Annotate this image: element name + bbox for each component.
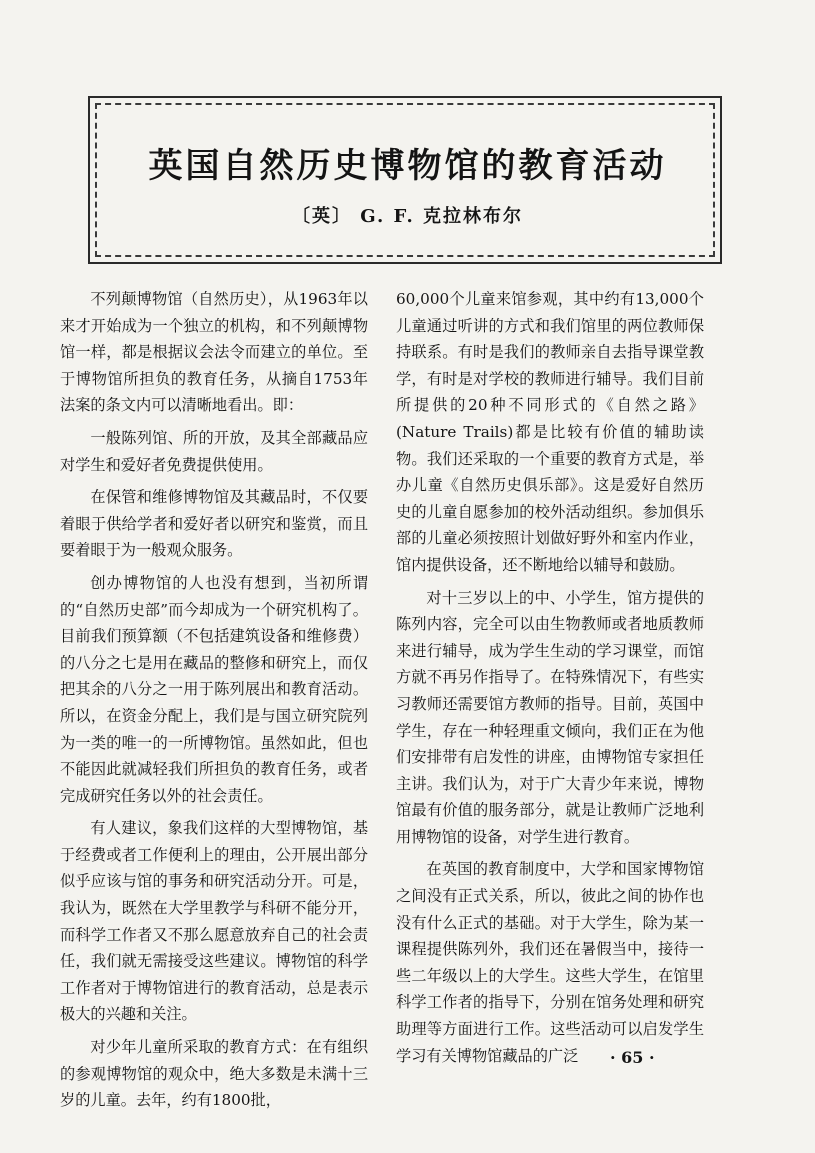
paragraph: 对少年儿童所采取的教育方式：在有组织的参观博物馆的观众中，绝大多数是未满十三岁的儿童。去年，约有1800批， [60, 1038, 368, 1110]
paragraph: 有人建议，象我们这样的大型博物馆，基于经费或者工作便利上的理由，公开展出部分似乎应该与馆的事务和研究活动分开。可是，我认为，既然在大学里教学与科研不能分开，而科学工作者又不那么愿意放弃自己的社会责任，我们就无需接受这些建议。博物馆的科学工作者对于博物馆进行的教育活动，总是表示极大的兴趣和关注。 [60, 819, 368, 1024]
paragraph: 在保管和维修博物馆及其藏品时，不仅要着眼于供给学者和爱好者以研究和鉴赏，而且要着眼于为一般观众服务。 [60, 488, 368, 560]
paragraph: 对十三岁以上的中、小学生，馆方提供的陈列内容，完全可以由生物教师或者地质教师来进行辅导，成为学生生动的学习课堂，而馆方就不再另作指导了。在特殊情况下，有些实习教师还需要馆方教师的指导。目前，英国中学生，存在一种轻理重文倾向，我们正在为他们安排带有启发性的讲座，由博物馆专家担任主讲。我们认为，对于广大青少年来说，博物馆最有价值的服务部分，就是让教师广泛地利用博物馆的设备，对学生进行教育。 [396, 588, 704, 846]
paragraph: 一般陈列馆、所的开放，及其全部藏品应对学生和爱好者免费提供使用。 [60, 428, 368, 474]
article-byline: 〔英〕 G. F. 克拉林布尔 [291, 206, 524, 227]
right-column [396, 286, 704, 1075]
paragraph: 创办博物馆的人也没有想到，当初所谓的“自然历史部”而今却成为一个研究机构了。目前我们预算额（不包括建筑设备和维修费）的八分之七是用在藏品的整修和研究上，而仅把其余的八分之一用于陈列展出和教育活动。所以，在资金分配上，我们是与国立研究院列为一类的唯一的一所博物馆。虽然如此，但也不能因此就减轻我们所担负的教育任务，或者完成研究任务以外的社会责任。 [60, 573, 368, 805]
left-column [60, 286, 368, 1120]
paragraph: 不列颠博物馆（自然历史），从1963年以来才开始成为一个独立的机构，和不列颠博物馆一样，都是根据议会法令而建立的单位。至于博物馆所担负的教育任务，从摘自1753年法案的条文内可以清晰地看出。即： [60, 290, 368, 415]
paragraph: 60,000个儿童来馆参观，其中约有13,000个儿童通过听讲的方式和我们馆里的两位教师保持联系。有时是我们的教师亲自去指导课堂教学，有时是对学校的教师进行辅导。我们目前所提供的20种不同形式的《自然之路》(Nature Trails)都是比较有价值的辅助读物。我们还采取的一个重要的教育方式是，举办儿童《自然历史俱乐部》。这是爱好自然历史的儿童自愿参加的校外活动组织。参加俱乐部的儿童必须按照计划做好野外和室内作业，馆内提供设备，还不断地给以辅导和鼓励。 [396, 290, 704, 574]
article-title: 英国自然历史博物馆的教育活动 [148, 146, 667, 186]
page-number: · 65 · [610, 1048, 655, 1067]
paragraph: 在英国的教育制度中，大学和国家博物馆之间没有正式关系，所以，彼此之间的协作也没有什么正式的基础。对于大学生，除为某一课程提供陈列外，我们还在暑假当中，接待一些二年级以上的大学生。这些大学生，在馆里科学工作者的指导下，分别在馆务处理和研究助理等方面进行工作。这些活动可以启发学生学习有关博物馆藏品的广泛 [396, 860, 704, 1065]
